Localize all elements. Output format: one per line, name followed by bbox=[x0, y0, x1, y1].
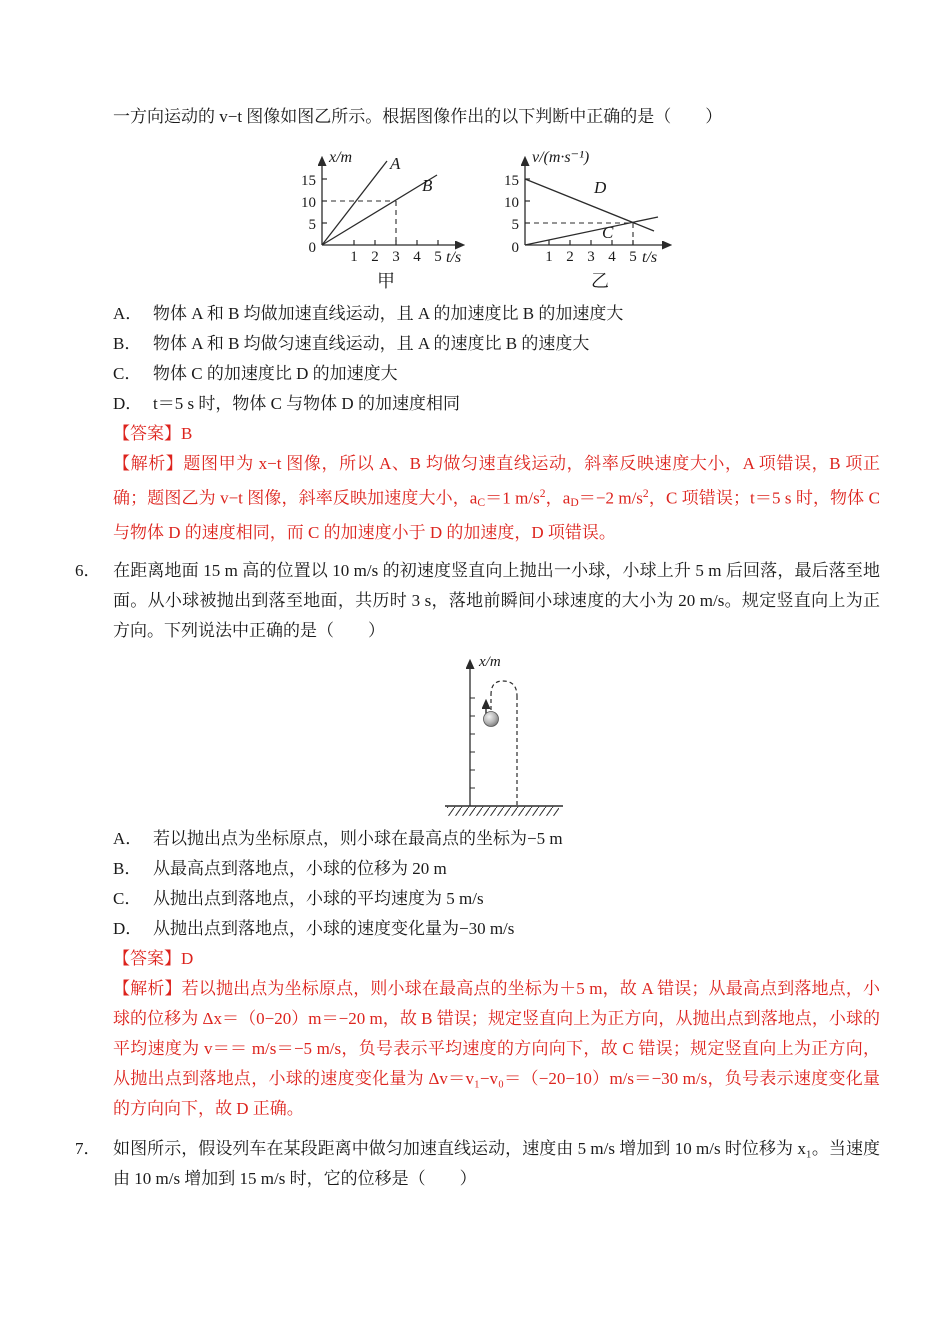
answer-tag: 【答案】 bbox=[113, 949, 181, 969]
line-D-label: D bbox=[593, 178, 606, 197]
ball bbox=[483, 712, 498, 727]
x-axis bbox=[525, 240, 670, 266]
y-tick-15: 15 bbox=[503, 173, 519, 189]
question-text: 如图所示，假设列车在某段距离中做匀加速直线运动，速度由 5 m/s 增加到 10 m/s 时位移为 x₁。当速度由 10 m/s 增加到 15 m/s 时，它的位移是（ ） bbox=[113, 1139, 880, 1189]
graph-caption-jia: 甲 bbox=[376, 271, 395, 291]
answer-value: D bbox=[181, 949, 194, 969]
option-label: C． bbox=[113, 364, 142, 383]
option-label: A． bbox=[113, 304, 143, 323]
y-tick-10: 10 bbox=[300, 195, 316, 211]
option-text: 物体 A 和 B 均做加速直线运动，且 A 的加速度比 B 的加速度大 bbox=[153, 304, 624, 323]
x-tick-4: 4 bbox=[412, 249, 421, 265]
line-A bbox=[322, 161, 387, 245]
analysis-text: 【解析】题图甲为 x−t 图像，所以 A、B 均做匀速直线运动，斜率反映速度大小，A 项错误，B 项正确；题图乙为 v−t 图像，斜率反映加速度大小，a bbox=[113, 454, 880, 508]
subscript: C bbox=[477, 496, 486, 510]
option-A bbox=[113, 824, 880, 854]
question-6-figure bbox=[75, 648, 880, 818]
option-A bbox=[113, 299, 880, 329]
answer-tag: 【答案】 bbox=[113, 424, 181, 443]
question-text: 在距离地面 15 m 高的位置以 10 m/s 的初速度竖直向上抛出一小球，小球上升 5 m 后回落，最后落至地面。从小球被抛出到落至地面，共历时 3 s，落地前瞬间小球速度的大小为 20 m/s。规定竖直向上为正方向。下列说法中正确的是（ ） bbox=[113, 561, 880, 641]
option-label: C． bbox=[113, 889, 142, 909]
question-number: 6． bbox=[75, 561, 101, 581]
y-tick-0: 0 bbox=[308, 240, 316, 256]
x-axis-label: t/s bbox=[445, 249, 461, 266]
question-7-stem bbox=[75, 1134, 880, 1194]
option-text: 物体 C 的加速度比 D 的加速度大 bbox=[153, 364, 398, 383]
answer-line-q5 bbox=[113, 419, 880, 449]
x-tick-3: 3 bbox=[586, 249, 595, 265]
x-tick-4: 4 bbox=[607, 249, 616, 265]
x-tick-1: 1 bbox=[544, 249, 553, 265]
y-axis-label: x/m bbox=[328, 149, 352, 166]
velocity-time-graph-yi bbox=[492, 145, 697, 293]
option-text: 若以抛出点为坐标原点，则小球在最高点的坐标为−5 m bbox=[153, 829, 563, 849]
y-tick-5: 5 bbox=[511, 217, 519, 233]
question-5-options bbox=[75, 299, 880, 419]
y-tick-15: 15 bbox=[300, 173, 316, 189]
analysis-text: ＝1 m/s bbox=[485, 488, 540, 508]
superscript: 2 bbox=[539, 487, 546, 500]
question-5-continuation-text: 一方向运动的 v−t 图像如图乙所示。根据图像作出的以下判断中正确的是（ ） bbox=[113, 107, 723, 126]
analysis-q6: 【解析】若以抛出点为坐标原点，则小球在最高点的坐标为＋5 m，故 A 错误；从最高点到落地点，小球的位移为 Δx＝（0−20）m＝−20 m，故 B 错误；规定竖直向上为正方向，从抛出点到落地点，小球的平均速度为 v＝＝ m/s＝−5 m/s，负号表示平均速度的方向向下，故 C 错误；规定竖直向上为正方向，从抛出点到落地点，小球的速度变化量为 Δv＝v₁−v₀＝（−20−10）m/s＝−30 m/s，负号表示速度变化量的方向向下，故 D 正确。 bbox=[113, 979, 880, 1119]
option-B bbox=[113, 854, 880, 884]
line-A-label: A bbox=[389, 154, 400, 173]
option-C bbox=[113, 359, 880, 389]
option-label: B． bbox=[113, 859, 142, 879]
line-C-label: C bbox=[601, 223, 613, 242]
ground bbox=[445, 806, 563, 816]
x-axis-label: t/s bbox=[641, 249, 657, 266]
option-text: t＝5 s 时，物体 C 与物体 D 的加速度相同 bbox=[153, 394, 460, 413]
option-label: A． bbox=[113, 829, 143, 849]
answer-value: B bbox=[181, 424, 193, 443]
position-time-graph-jia bbox=[289, 145, 484, 293]
x-tick-2: 2 bbox=[370, 249, 379, 265]
option-B bbox=[113, 329, 880, 359]
option-D bbox=[113, 389, 880, 419]
y-tick-10: 10 bbox=[503, 195, 519, 211]
y-tick-0: 0 bbox=[511, 240, 519, 256]
x-tick-5: 5 bbox=[628, 249, 637, 265]
question-number: 7． bbox=[75, 1139, 101, 1159]
x-axis bbox=[322, 240, 463, 266]
axis-label: x/m bbox=[478, 654, 501, 671]
option-label: D． bbox=[113, 394, 143, 413]
question-6-options bbox=[75, 824, 880, 944]
vertical-throw-figure bbox=[433, 648, 583, 818]
analysis-text: ，a bbox=[545, 488, 571, 508]
line-B bbox=[322, 175, 437, 245]
analysis-q5 bbox=[113, 449, 880, 548]
option-text: 从最高点到落地点，小球的位移为 20 m bbox=[153, 859, 447, 879]
x-tick-2: 2 bbox=[565, 249, 574, 265]
line-B-label: B bbox=[421, 176, 432, 195]
analysis-text: ，C 项错误；t＝5 s 时，物体 C 与物体 D 的速度相同，而 C 的加速度小于 D 的加速度，D 项错误。 bbox=[113, 488, 881, 543]
graph-caption-yi: 乙 bbox=[590, 271, 609, 291]
option-text: 物体 A 和 B 均做匀速直线运动，且 A 的速度比 B 的速度大 bbox=[153, 334, 590, 353]
trajectory-dashed bbox=[491, 681, 517, 805]
option-C bbox=[113, 884, 880, 914]
position-axis bbox=[470, 654, 501, 806]
option-text: 从抛出点到落地点，小球的速度变化量为−30 m/s bbox=[153, 919, 515, 939]
x-tick-5: 5 bbox=[433, 249, 442, 265]
y-axis-label: v/(m·s⁻¹) bbox=[531, 149, 589, 166]
option-label: B． bbox=[113, 334, 142, 353]
option-label: D． bbox=[113, 919, 143, 939]
option-D bbox=[113, 914, 880, 944]
superscript: 2 bbox=[642, 487, 649, 500]
subscript: D bbox=[570, 496, 579, 510]
answer-line-q6 bbox=[113, 944, 880, 974]
y-tick-5: 5 bbox=[308, 217, 316, 233]
x-tick-1: 1 bbox=[349, 249, 358, 265]
x-tick-3: 3 bbox=[391, 249, 400, 265]
option-text: 从抛出点到落地点，小球的平均速度为 5 m/s bbox=[153, 889, 484, 909]
question-5-figures bbox=[105, 145, 880, 293]
question-6-stem bbox=[75, 556, 880, 646]
analysis-text: ＝−2 m/s bbox=[578, 488, 643, 508]
